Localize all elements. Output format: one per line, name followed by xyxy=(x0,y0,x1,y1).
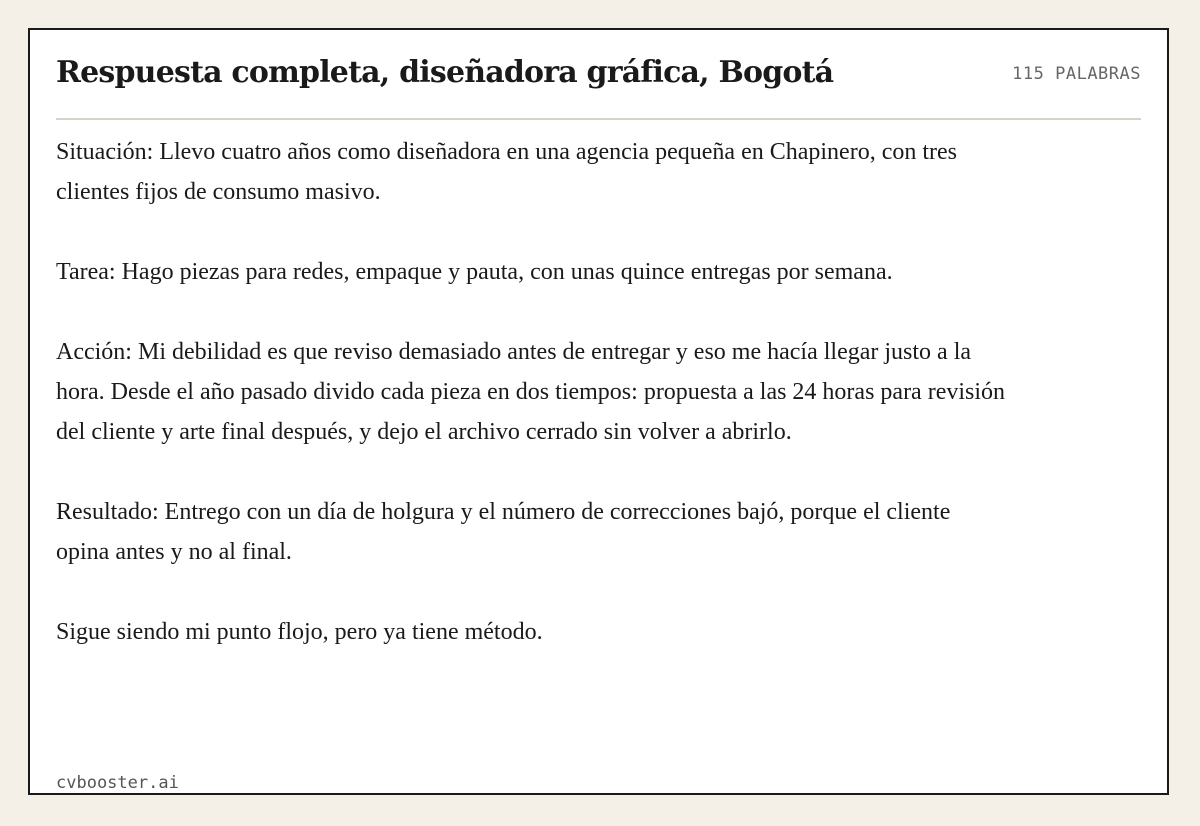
card-header xyxy=(56,30,1141,120)
answer-body xyxy=(56,132,1006,652)
answer-card xyxy=(28,28,1169,795)
brand-footer: cvbooster.ai xyxy=(56,773,179,793)
paragraph-resultado: Resultado: Entrego con un día de holgura y el número de correcciones bajó, porque el cliente opina antes y no al final. xyxy=(56,499,951,565)
paragraph-tarea: Tarea: Hago piezas para redes, empaque y pauta, con unas quince entregas por semana. xyxy=(56,259,893,285)
paragraph-cierre: Sigue siendo mi punto flojo, pero ya tiene método. xyxy=(56,619,543,645)
card-title: Respuesta completa, diseñadora gráfica, Bogotá xyxy=(56,55,834,90)
paragraph-accion: Acción: Mi debilidad es que reviso demasiado antes de entregar y eso me hacía llegar justo a la hora. Desde el año pasado divido cada pieza en dos tiempos: propuesta a las 24 horas para revisión del cliente y arte final después, y dejo el archivo cerrado sin volver a abrirlo. xyxy=(56,339,1006,445)
paragraph-situacion: Situación: Llevo cuatro años como diseñadora en una agencia pequeña en Chapinero, con tres clientes fijos de consumo masivo. xyxy=(56,139,958,205)
word-count-badge: 115 PALABRAS xyxy=(1012,64,1141,84)
